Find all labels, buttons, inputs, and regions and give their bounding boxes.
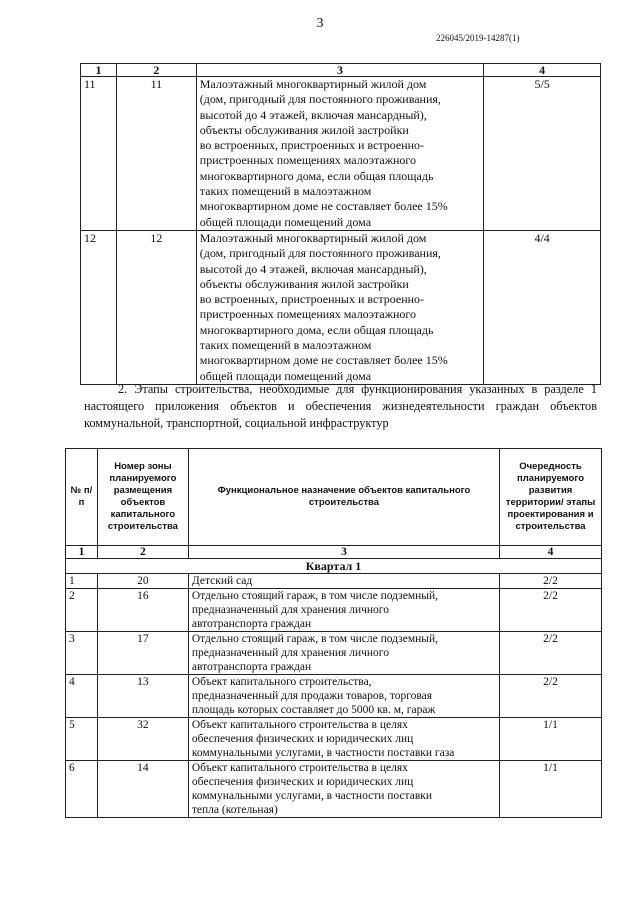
text-line: многоквартирном доме не составляет более 15% xyxy=(199,353,448,368)
text-line: предназначенный для продажи товаров, торговая xyxy=(191,690,433,702)
row-number: 5 xyxy=(66,718,98,761)
stage-value: 2/2 xyxy=(500,675,602,718)
table-row xyxy=(81,230,601,384)
text-line: многоквартирного дома, если общая площадь xyxy=(199,322,434,337)
table-row xyxy=(66,574,602,589)
text-line: Отдельно стоящий гараж, в том числе подземный, xyxy=(191,590,439,602)
text-line: во встроенных, пристроенных и встроенно- xyxy=(199,138,425,153)
header-stage: Очередность планируемого развития территории/ этапы проектирования и строительства xyxy=(500,449,602,546)
text-line: объекты обслуживания жилой застройки xyxy=(199,276,409,291)
page-number: 3 xyxy=(316,16,324,31)
row-number: 1 xyxy=(66,574,98,589)
column-number: 2 xyxy=(97,546,188,559)
text-line: обеспечения физических и юридических лиц xyxy=(191,776,414,788)
construction-stages-table xyxy=(65,448,602,818)
text-line: общей площади помещений дома xyxy=(199,214,372,229)
table-row xyxy=(66,761,602,818)
text-line: многоквартирном доме не составляет более 15% xyxy=(199,199,448,214)
row-number: 3 xyxy=(66,632,98,675)
stage-value: 2/2 xyxy=(500,574,602,589)
row-number: 11 xyxy=(81,77,117,231)
table-row xyxy=(66,589,602,632)
header-cell: 4 xyxy=(484,64,601,77)
text-line: Объект капитального строительства, xyxy=(191,676,372,688)
stage-value: 4/4 xyxy=(484,230,601,384)
header-cell: 1 xyxy=(81,64,117,77)
function-description xyxy=(188,589,499,632)
column-number: 4 xyxy=(500,546,602,559)
text-line: (дом, пригодный для постоянного проживания, xyxy=(199,246,441,261)
zone-number: 14 xyxy=(97,761,188,818)
row-number: 2 xyxy=(66,589,98,632)
zone-number: 17 xyxy=(97,632,188,675)
table-row xyxy=(81,77,601,231)
text-line: многоквартирного дома, если общая площадь xyxy=(199,168,434,183)
header-function: Функциональное назначение объектов капитального строительства xyxy=(188,449,499,546)
stage-value: 1/1 xyxy=(500,718,602,761)
text-line: коммунальными услугами, в частности поставки xyxy=(191,790,432,802)
zone-number: 12 xyxy=(116,230,196,384)
header-zone-number: Номер зоны планируемого размещения объектов капитального строительства xyxy=(97,449,188,546)
text-line: Отдельно стоящий гараж, в том числе подземный, xyxy=(191,633,439,645)
stage-value: 2/2 xyxy=(500,632,602,675)
section-2-paragraph: 2. Этапы строительства, необходимые для функционирования указанных в разделе 1 настоящего приложения объектов и обеспечения жизнедеятельности граждан объектов коммунальной, транспортной, социальной инфраструктур xyxy=(84,382,597,430)
text-line: Объект капитального строительства в целях xyxy=(191,762,408,774)
row-number: 4 xyxy=(66,675,98,718)
row-number: 6 xyxy=(66,761,98,818)
stage-value: 2/2 xyxy=(500,589,602,632)
text-line: обеспечения физических и юридических лиц xyxy=(191,733,414,745)
function-description xyxy=(188,675,499,718)
zone-number: 16 xyxy=(97,589,188,632)
text-line: таких помещений в малоэтажном xyxy=(199,184,372,199)
table-row xyxy=(66,718,602,761)
text-line: объекты обслуживания жилой застройки xyxy=(199,122,409,137)
text-line: Малоэтажный многоквартирный жилой дом xyxy=(199,230,427,245)
stage-value: 5/5 xyxy=(484,77,601,231)
quarter-title: Квартал 1 xyxy=(66,559,602,574)
function-description xyxy=(196,77,483,231)
table-row xyxy=(66,675,602,718)
text-line: Объект капитального строительства в целях xyxy=(191,719,408,731)
table-row xyxy=(66,632,602,675)
function-description xyxy=(188,718,499,761)
row-number: 12 xyxy=(81,230,117,384)
text-line: таких помещений в малоэтажном xyxy=(199,338,372,353)
text-line: предназначенный для хранения личного xyxy=(191,604,389,616)
text-line: Малоэтажный многоквартирный жилой дом xyxy=(199,77,427,91)
text-line: высотой до 4 этажей, включая мансардный), xyxy=(199,107,427,122)
function-description xyxy=(188,761,499,818)
column-number-row xyxy=(66,546,602,559)
text-line: автотранспорта граждан xyxy=(191,618,312,630)
stage-value: 1/1 xyxy=(500,761,602,818)
text-line: во встроенных, пристроенных и встроенно- xyxy=(199,292,425,307)
header-row-number: № п/п xyxy=(66,449,98,546)
text-line: пристроенных помещениях малоэтажного xyxy=(199,153,417,168)
column-number: 1 xyxy=(66,546,98,559)
header-cell: 2 xyxy=(116,64,196,77)
header-cell: 3 xyxy=(196,64,483,77)
function-description xyxy=(188,574,499,589)
text-line: коммунальными услугами, в частности поставки газа xyxy=(191,747,455,759)
text-line: пристроенных помещениях малоэтажного xyxy=(199,307,417,322)
table-header-row xyxy=(66,449,602,546)
document-id: 226045/2019-14287(1) xyxy=(436,33,520,43)
column-number: 3 xyxy=(188,546,499,559)
zone-number: 13 xyxy=(97,675,188,718)
table-header-row xyxy=(81,64,601,77)
function-description xyxy=(196,230,483,384)
zones-table-continued xyxy=(80,63,601,385)
quarter-row xyxy=(66,559,602,574)
text-line: Детский сад xyxy=(191,575,253,587)
text-line: тепла (котельная) xyxy=(191,804,278,816)
text-line: высотой до 4 этажей, включая мансардный), xyxy=(199,261,427,276)
text-line: общей площади помещений дома xyxy=(199,368,372,383)
text-line: предназначенный для хранения личного xyxy=(191,647,389,659)
text-line: площадь которых составляет до 5000 кв. м, гараж xyxy=(191,704,436,716)
text-line: автотранспорта граждан xyxy=(191,661,312,673)
zone-number: 20 xyxy=(97,574,188,589)
zone-number: 11 xyxy=(116,77,196,231)
text-line: (дом, пригодный для постоянного проживания, xyxy=(199,92,441,107)
function-description xyxy=(188,632,499,675)
zone-number: 32 xyxy=(97,718,188,761)
